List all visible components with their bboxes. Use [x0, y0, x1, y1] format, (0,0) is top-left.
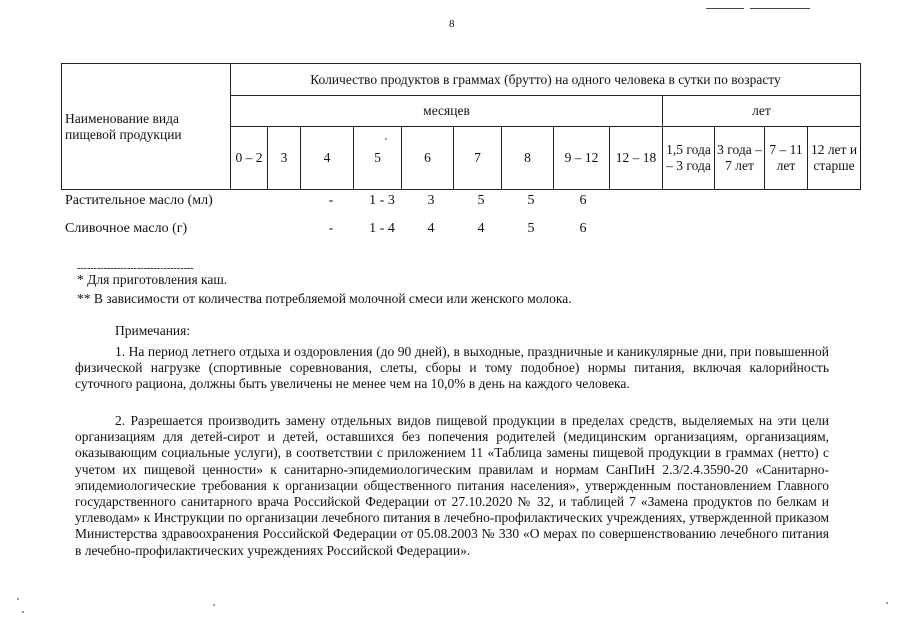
age-column-header: 8 — [502, 127, 554, 190]
scan-speck — [385, 138, 387, 140]
scan-speck — [22, 611, 24, 613]
age-column-header: 3 года – 7 лет — [715, 127, 765, 190]
age-column-header: 1,5 года – 3 года — [663, 127, 715, 190]
age-column-header: 12 лет и старше — [808, 127, 861, 190]
notes-title: Примечания: — [115, 323, 191, 338]
footnote: ** В зависимости от количества потребляемой молочной смеси или женского молока. — [77, 291, 572, 306]
age-column-header: 7 — [454, 127, 502, 190]
page-number: 8 — [449, 18, 455, 30]
table-cell: 5 — [527, 193, 535, 208]
scan-mark-line — [750, 8, 810, 9]
age-column-header: 0 – 2 — [231, 127, 268, 190]
scan-mark-line — [706, 8, 744, 9]
age-column-header: 4 — [301, 127, 354, 190]
note-paragraph: 2. Разрешается производить замену отдельных видов пищевой продукции в пределах средств, выделяемых на эти цели организациям для детей-сирот и детей, оставшихся без попечения родителей (медицинским организациям, организациям, оказывающим социальные услуги), в соответствии с приложением 11 «Таблица замены пищевой продукции в граммах (нетто) с учетом их пищевой ценности» к санитарно-эпидемиологическим правилам и нормам СанПиН 2.3/2.4.3590-20 «Санитарно-эпидемиологические требования к организации общественного питания населения», утвержденным постановлением Главного государственного санитарного врача Российской Федерации от 27.10.2020 № 32, и таблицей 7 «Замена продуктов по белкам и углеводам» к Инструкции по организации лечебного питания в лечебно-профилактических учреждениях, утвержденной приказом Министерства здравоохранения Российской Федерации от 05.08.2003 № 330 «О мерах по совершенствованию лечебного питания в лечебно-профилактических учреждениях Российской Федерации». — [75, 413, 829, 558]
footnote: * Для приготовления каш. — [77, 272, 228, 287]
table-cell: 6 — [579, 221, 587, 236]
table-cell: 5 — [527, 221, 535, 236]
quantity-header: Количество продуктов в граммах (брутто) на одного человека в сутки по возрасту — [231, 64, 861, 96]
table-cell: 1 - 4 — [369, 221, 395, 236]
product-name: Растительное масло (мл) — [65, 193, 213, 208]
age-column-header: 6 — [402, 127, 454, 190]
table-cell: 1 - 3 — [369, 193, 395, 208]
age-column-header: 5 — [354, 127, 402, 190]
scan-speck — [213, 604, 215, 606]
table-cell: 6 — [579, 193, 587, 208]
note-paragraph: 1. На период летнего отдыха и оздоровления (до 90 дней), в выходные, праздничные и каникулярные дни, при повышенной физической нагрузке (спортивные соревнования, слеты, сборы и тому подобное) нормы питания, включая калорийность суточного рациона, должны быть увеличены не менее чем на 10,0% в день на каждого человека. — [75, 344, 829, 392]
table-cell: - — [328, 193, 334, 208]
age-column-header: 3 — [268, 127, 301, 190]
months-header: месяцев — [231, 96, 663, 127]
scan-speck — [17, 598, 19, 600]
scan-speck — [886, 602, 888, 604]
age-column-header: 9 – 12 — [554, 127, 610, 190]
product-name-header: Наименование вида пищевой продукции — [62, 64, 231, 190]
table-cell: 3 — [427, 193, 435, 208]
table-cell: 4 — [477, 221, 485, 236]
table-cell: - — [328, 221, 334, 236]
age-column-header: 12 – 18 — [610, 127, 663, 190]
years-header: лет — [663, 96, 861, 127]
table-cell: 5 — [477, 193, 485, 208]
age-column-header: 7 – 11 лет — [765, 127, 808, 190]
product-name: Сливочное масло (г) — [65, 221, 188, 236]
nutrition-table-header — [61, 63, 861, 190]
table-cell: 4 — [427, 221, 435, 236]
footnote-separator: ----------------------------------- — [77, 263, 194, 274]
